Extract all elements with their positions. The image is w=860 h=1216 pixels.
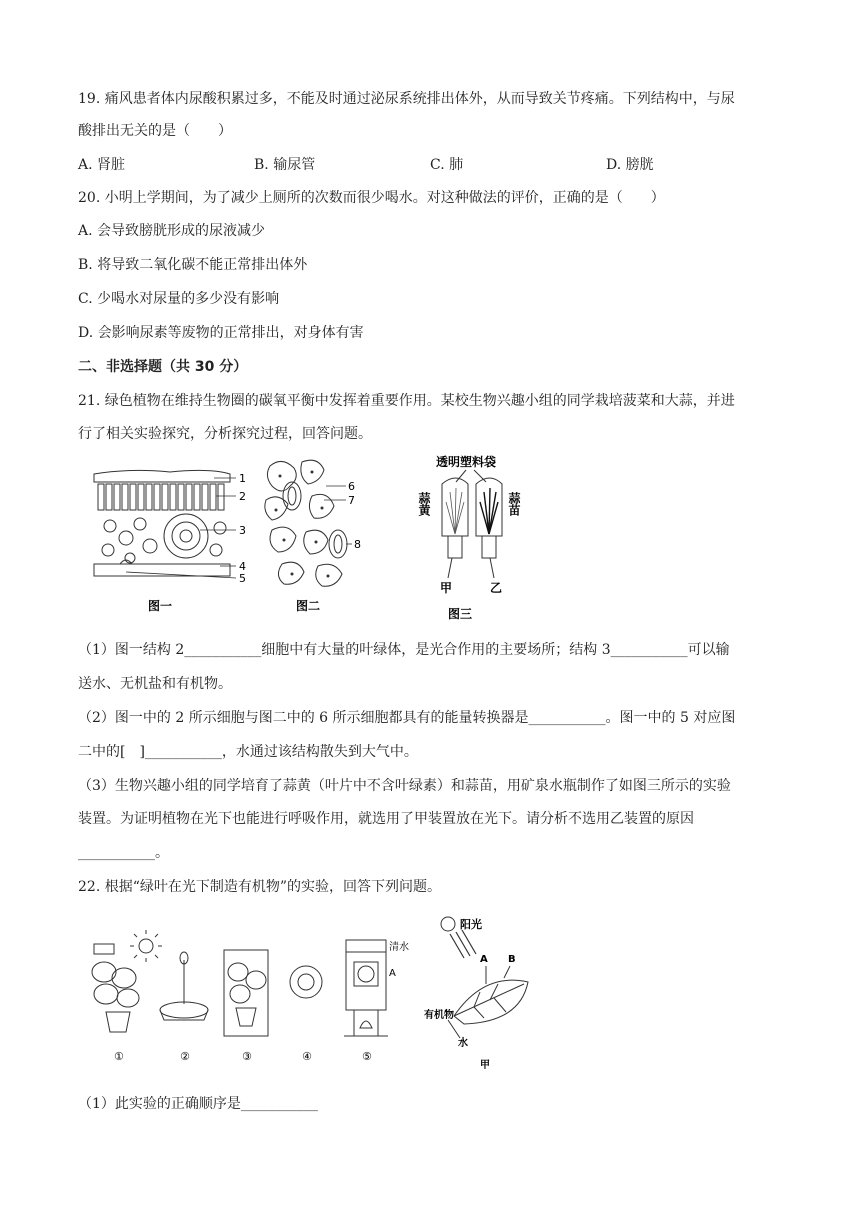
figure-leaf-jia — [424, 912, 544, 1072]
fig1-label-5: 5 — [239, 572, 246, 585]
q21-part2-line2: 二中的[ ]___________，水通过该结构散失到大气中。 — [78, 744, 418, 760]
fig3-yi: 乙 — [490, 581, 503, 595]
q19-option-c: C. 肺 — [430, 157, 464, 173]
q19-option-a: A. 肾脏 — [78, 157, 126, 173]
fig1-label-3: 3 — [239, 524, 246, 537]
fig1-label-4: 4 — [239, 560, 246, 573]
figure-2-epidermis — [262, 456, 372, 616]
fig2-caption: 图二 — [296, 599, 321, 613]
q21-part3-line1: （3）生物兴趣小组的同学培育了蒜黄（叶片中不含叶绿素）和蒜苗，用矿泉水瓶制作了如图三所示的实验 — [78, 778, 731, 794]
q19-line2: 酸排出无关的是（ ） — [78, 123, 232, 139]
fig3-jia: 甲 — [440, 581, 453, 595]
step-5-marker: ⑤ — [362, 1050, 372, 1063]
step5-a-label: A — [389, 968, 396, 979]
fig2-label-7: 7 — [348, 494, 355, 507]
step-1-marker: ① — [114, 1050, 124, 1063]
fig1-caption: 图一 — [148, 599, 173, 613]
section-heading: 二、非选择题（共 30 分） — [78, 359, 248, 375]
leaf-water-label: 水 — [458, 1038, 468, 1049]
q19-option-b: B. 输尿管 — [254, 157, 316, 173]
q19-option-d: D. 膀胱 — [606, 157, 654, 173]
figure-experiment-steps — [84, 920, 409, 1070]
step-2-marker: ② — [180, 1050, 190, 1063]
figure-1-leaf-section — [90, 466, 250, 616]
step-4-marker: ④ — [302, 1050, 312, 1063]
q21-part3-line3: ___________。 — [78, 845, 169, 861]
q22-part1: （1）此实验的正确顺序是___________ — [78, 1096, 318, 1112]
q19-line1: 19. 痛风患者体内尿酸积累过多，不能及时通过泌尿系统排出体外，从而导致关节疼痛。下列结构中，与尿 — [78, 91, 735, 107]
leaf-sun-label: 阳光 — [460, 918, 482, 931]
step5-water-label: 清水 — [389, 942, 409, 953]
fig3-left-label: 蒜黄 — [417, 492, 431, 516]
q20-option-c: C. 少喝水对尿量的多少没有影响 — [78, 291, 280, 307]
figure-3-bottles — [410, 452, 540, 624]
q21-part3-line2: 装置。为证明植物在光下也能进行呼吸作用，就选用了甲装置放在光下。请分析不选用乙装置的原因 — [78, 811, 694, 827]
q21-part1-line1: （1）图一结构 2___________细胞中有大量的叶绿体，是光合作用的主要场所；结构 3___________可以输 — [78, 642, 730, 658]
q21-line1: 21. 绿色植物在维持生物圈的碳氧平衡中发挥着重要作用。某校生物兴趣小组的同学栽培菠菜和大蒜，并进 — [78, 393, 735, 409]
fig1-label-2: 2 — [239, 490, 246, 503]
fig3-right-label: 蒜苗 — [507, 492, 521, 516]
leaf-a-label: A — [480, 954, 488, 965]
leaf-b-label: B — [508, 954, 516, 965]
step-3-marker: ③ — [242, 1050, 252, 1063]
fig2-label-6: 6 — [348, 480, 355, 493]
q20-option-d: D. 会影响尿素等废物的正常排出，对身体有害 — [78, 325, 364, 341]
q20-option-a: A. 会导致膀胱形成的尿液减少 — [78, 223, 266, 239]
fig3-caption: 图三 — [448, 607, 473, 621]
leaf-organic-label: 有机物 — [424, 1010, 454, 1021]
q20-stem: 20. 小明上学期间，为了减少上厕所的次数而很少喝水。对这种做法的评价，正确的是（ ） — [78, 190, 665, 206]
q21-part1-line2: 送水、无机盐和有机物。 — [78, 676, 232, 692]
q20-option-b: B. 将导致二氧化碳不能正常排出体外 — [78, 257, 308, 273]
fig3-bag-label: 透明塑料袋 — [436, 455, 497, 469]
q21-part2-line1: （2）图一中的 2 所示细胞与图二中的 6 所示细胞都具有的能量转换器是___________。图一中的 5 对应图 — [78, 710, 736, 726]
q21-line2: 行了相关实验探究，分析探究过程，回答问题。 — [78, 426, 372, 442]
q22-stem: 22. 根据“绿叶在光下制造有机物”的实验，回答下列问题。 — [78, 879, 442, 895]
fig2-label-8: 8 — [354, 538, 361, 551]
leaf-caption: 甲 — [480, 1060, 490, 1071]
fig1-label-1: 1 — [239, 472, 246, 485]
